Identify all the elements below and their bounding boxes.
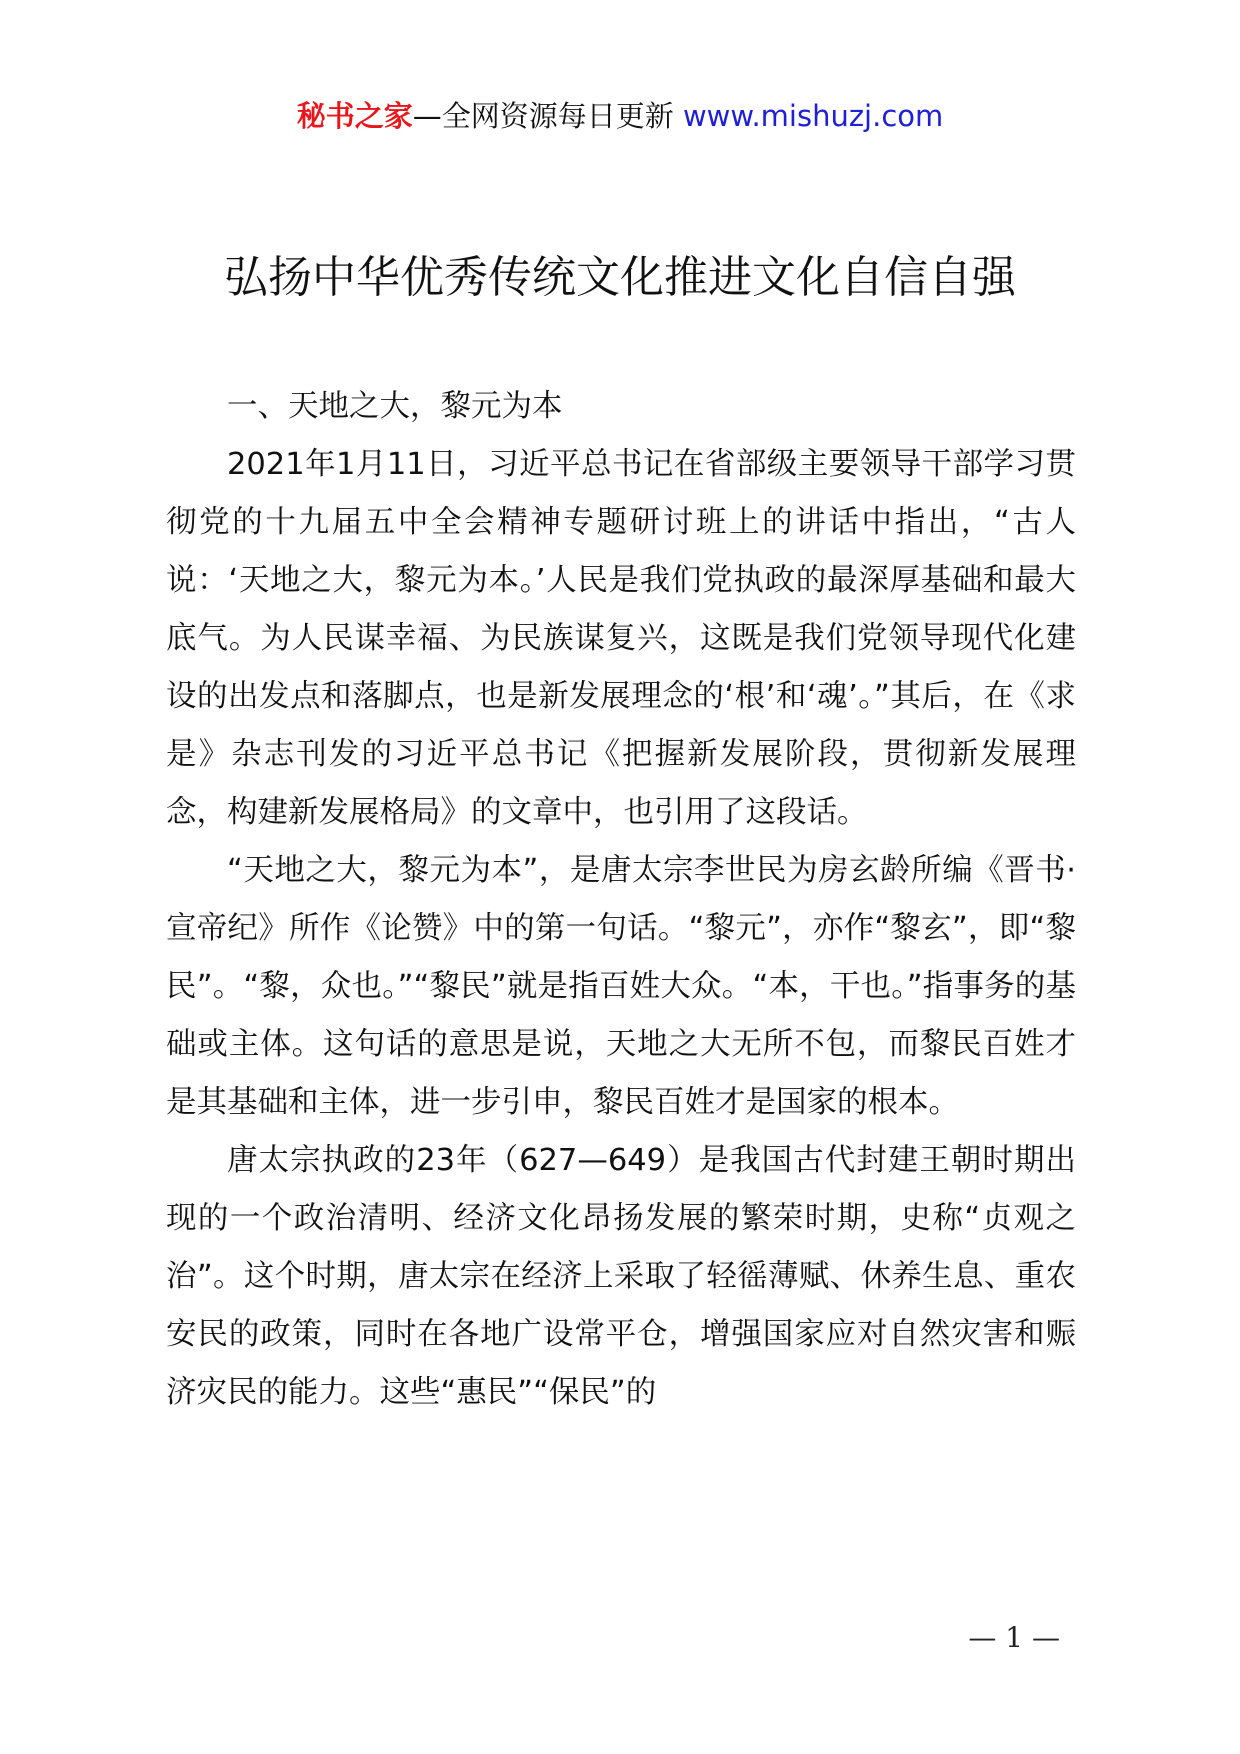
- site-tagline: —全网资源每日更新: [412, 99, 683, 133]
- document-title: 弘扬中华优秀传统文化推进文化自信自强: [224, 252, 1016, 303]
- site-header: [0, 96, 1240, 136]
- section-heading: 一、天地之大，黎元为本: [227, 389, 563, 424]
- body-paragraph-2: “天地之大，黎元为本”，是唐太宗李世民为房玄龄所编《晋书·宣帝纪》所作《论赞》中的第一句话。“黎元”，亦作“黎玄”，即“黎民”。“黎，众也。”“黎民”就是指百姓大众。“本，干也。”指事务的基础或主体。这句话的意思是说，天地之大无所不包，而黎民百姓才是其基础和主体，进一步引申，黎民百姓才是国家的根本。: [166, 853, 1076, 1120]
- document-body: [166, 378, 1076, 1422]
- site-brand: 秘书之家: [296, 99, 413, 133]
- page-number: — 1 —: [968, 1621, 1060, 1654]
- site-url-link[interactable]: www.mishuzj.com: [682, 99, 944, 133]
- body-paragraph-3: 唐太宗执政的23年（627—649）是我国古代封建王朝时期出现的一个政治清明、经济文化昂扬发展的繁荣时期，史称“贞观之治”。这个时期，唐太宗在经济上采取了轻徭薄赋、休养生息、重农安民的政策，同时在各地广设常平仓，增强国家应对自然灾害和赈济灾民的能力。这些“惠民”“保民”的: [166, 1143, 1076, 1410]
- body-paragraph-1: 2021年1月11日，习近平总书记在省部级主要领导干部学习贯彻党的十九届五中全会精神专题研讨班上的讲话中指出，“古人说：‘天地之大，黎元为本。’人民是我们党执政的最深厚基础和最大底气。为人民谋幸福、为民族谋复兴，这既是我们党领导现代化建设的出发点和落脚点，也是新发展理念的‘根’和‘魂’。”其后，在《求是》杂志刊发的习近平总书记《把握新发展阶段，贯彻新发展理念，构建新发展格局》的文章中，也引用了这段话。: [166, 447, 1076, 830]
